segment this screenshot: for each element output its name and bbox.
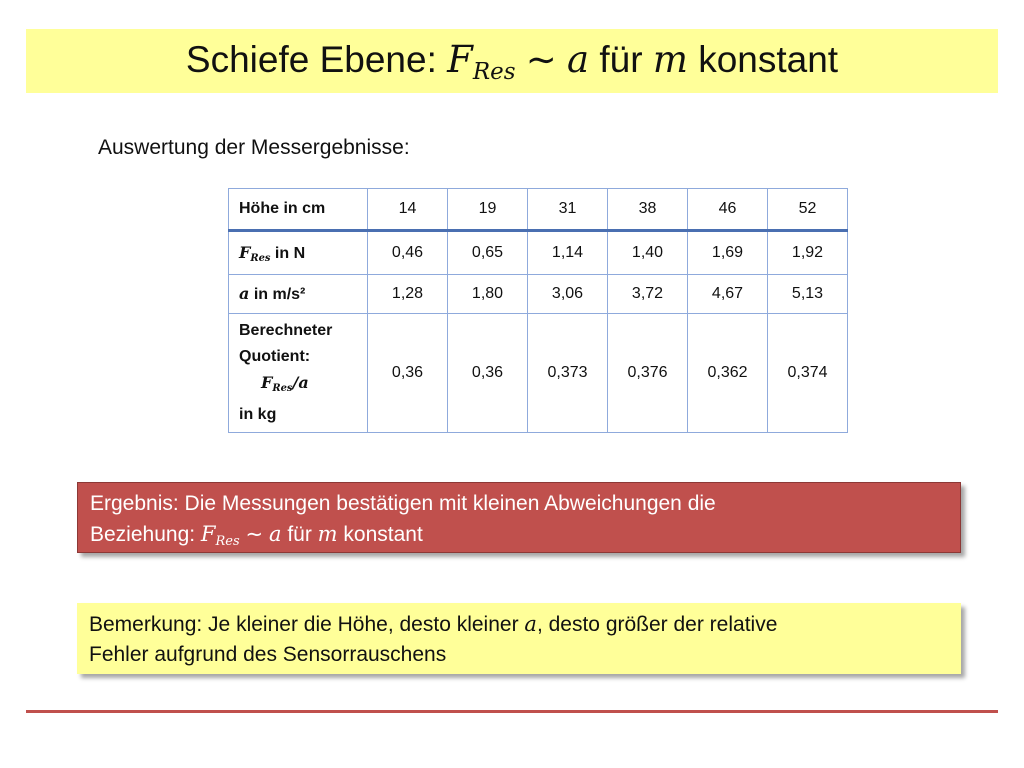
table-cell: 0,46 xyxy=(368,231,448,275)
table-cell: 1,92 xyxy=(768,231,848,275)
table-cell: 0,65 xyxy=(448,231,528,275)
row-header-force: $F_{Res}$ in N xyxy=(229,231,368,275)
note-line-2: Fehler aufgrund des Sensorrauschens xyxy=(89,643,447,666)
result-box xyxy=(77,482,961,553)
table-cell: 3,06 xyxy=(528,275,608,314)
table-cell: 19 xyxy=(448,189,528,231)
row-header-acceleration: a in m/s² xyxy=(229,275,368,314)
table-cell: 46 xyxy=(688,189,768,231)
note-line-1: Bemerkung: Je kleiner die Höhe, desto kleiner a, desto größer der relative xyxy=(89,612,778,636)
title-m-symbol: m xyxy=(652,37,688,81)
table-cell: 0,36 xyxy=(368,314,448,433)
table-cell: 3,72 xyxy=(608,275,688,314)
table-cell: 1,14 xyxy=(528,231,608,275)
table-cell: 0,376 xyxy=(608,314,688,433)
table-cell: 0,374 xyxy=(768,314,848,433)
table-cell: 0,36 xyxy=(448,314,528,433)
result-line-2: Beziehung: $F_{Res}$ ∼ a für m konstant xyxy=(90,522,423,549)
table-cell: 31 xyxy=(528,189,608,231)
table-row-height xyxy=(229,189,848,231)
slide-title: Schiefe Ebene: $F_{Res}$ ∼ a für m konstant xyxy=(185,37,839,85)
note-box xyxy=(77,603,961,674)
measurement-table xyxy=(228,188,848,433)
table-cell: 1,69 xyxy=(688,231,768,275)
table-cell: 5,13 xyxy=(768,275,848,314)
title-bar xyxy=(26,29,998,93)
table-cell: 0,373 xyxy=(528,314,608,433)
table-cell: 1,80 xyxy=(448,275,528,314)
table-cell: 14 xyxy=(368,189,448,231)
title-f-subscript: Res xyxy=(472,58,516,85)
title-a-symbol: a xyxy=(567,37,590,81)
bottom-divider xyxy=(26,710,998,713)
row-header-quotient: Berechneter Quotient: $F_{Res}/a$ in kg xyxy=(229,314,368,433)
table-row-acceleration xyxy=(229,275,848,314)
table-cell: 52 xyxy=(768,189,848,231)
table-cell: 38 xyxy=(608,189,688,231)
table-cell: 0,362 xyxy=(688,314,768,433)
title-f-symbol: F xyxy=(447,37,473,81)
result-line-1: Ergebnis: Die Messungen bestätigen mit kleinen Abweichungen die xyxy=(90,492,716,515)
row-header-height: Höhe in cm xyxy=(229,189,368,231)
table-cell: 1,28 xyxy=(368,275,448,314)
subtitle: Auswertung der Messergebnisse: xyxy=(98,136,410,159)
table-row-quotient xyxy=(229,314,848,433)
table-cell: 4,67 xyxy=(688,275,768,314)
table-cell: 1,40 xyxy=(608,231,688,275)
table-row-force xyxy=(229,231,848,275)
